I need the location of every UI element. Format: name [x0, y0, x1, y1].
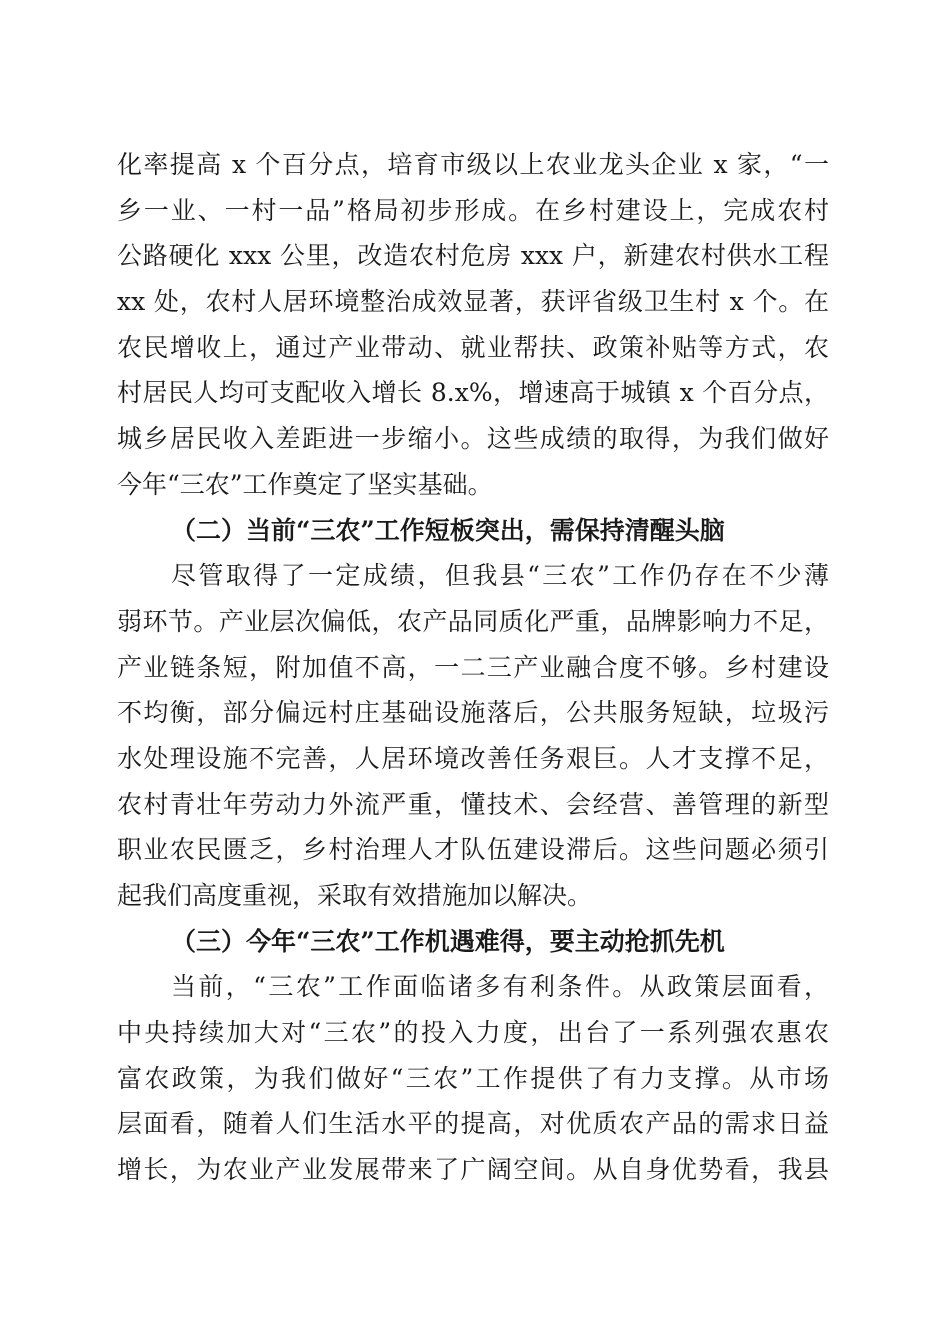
- text-line: 公路硬化 xxx 公里，改造农村危房 xxx 户，新建农村供水工程: [117, 241, 829, 271]
- text-line: 城乡居民收入差距进一步缩小。这些成绩的取得，为我们做好: [117, 424, 829, 454]
- text-line: 层面看，随着人们生活水平的提高，对优质农产品的需求日益: [117, 1109, 829, 1139]
- text-line: 弱环节。产业层次偏低，农产品同质化严重，品牌影响力不足，: [117, 606, 829, 636]
- text-line: 化率提高 x 个百分点，培育市级以上农业龙头企业 x 家，“一: [117, 150, 829, 179]
- paragraph-shortcomings: [117, 553, 829, 919]
- text-line: 尽管取得了一定成绩，但我县“三农”工作仍存在不少薄: [171, 561, 829, 591]
- text-line: 增长，为农业产业发展带来了广阔空间。从自身优势看，我县: [117, 1155, 829, 1185]
- text-line: 水处理设施不完善，人居环境改善任务艰巨。人才支撑不足，: [117, 743, 829, 773]
- text-line: 不均衡，部分偏远村庄基础设施落后，公共服务短缺，垃圾污: [117, 698, 829, 728]
- text-line: 当前，“三农”工作面临诸多有利条件。从政策层面看，: [171, 972, 829, 1002]
- text-line: 中央持续加大对“三农”的投入力度，出台了一系列强农惠农: [117, 1018, 829, 1048]
- paragraph-achievements: [117, 142, 829, 508]
- section-heading-3: （三）今年“三农”工作机遇难得，要主动抢抓先机: [171, 926, 725, 956]
- text-line: 职业农民匮乏，乡村治理人才队伍建设滞后。这些问题必须引: [117, 835, 829, 865]
- text-line: 农民增收上，通过产业带动、就业帮扶、政策补贴等方式，农: [117, 332, 829, 362]
- text-line: 起我们高度重视，采取有效措施加以解决。: [117, 881, 593, 910]
- document-body: [117, 142, 829, 1193]
- section-heading-2: （二）当前“三农”工作短板突出，需保持清醒头脑: [171, 515, 725, 545]
- text-line: 富农政策，为我们做好“三农”工作提供了有力支撑。从市场: [117, 1063, 829, 1093]
- text-line: 村居民人均可支配收入增长 8.x%，增速高于城镇 x 个百分点，: [117, 378, 829, 408]
- text-line: 产业链条短，附加值不高，一二三产业融合度不够。乡村建设: [117, 652, 829, 682]
- paragraph-opportunities: [117, 964, 829, 1192]
- text-line: 今年“三农”工作奠定了坚实基础。: [117, 469, 493, 499]
- text-line: 乡一业、一村一品”格局初步形成。在乡村建设上，完成农村: [117, 195, 829, 225]
- text-line: 农村青壮年劳动力外流严重，懂技术、会经营、善管理的新型: [117, 789, 829, 819]
- text-line: xx 处，农村人居环境整治成效显著，获评省级卫生村 x 个。在: [117, 287, 829, 317]
